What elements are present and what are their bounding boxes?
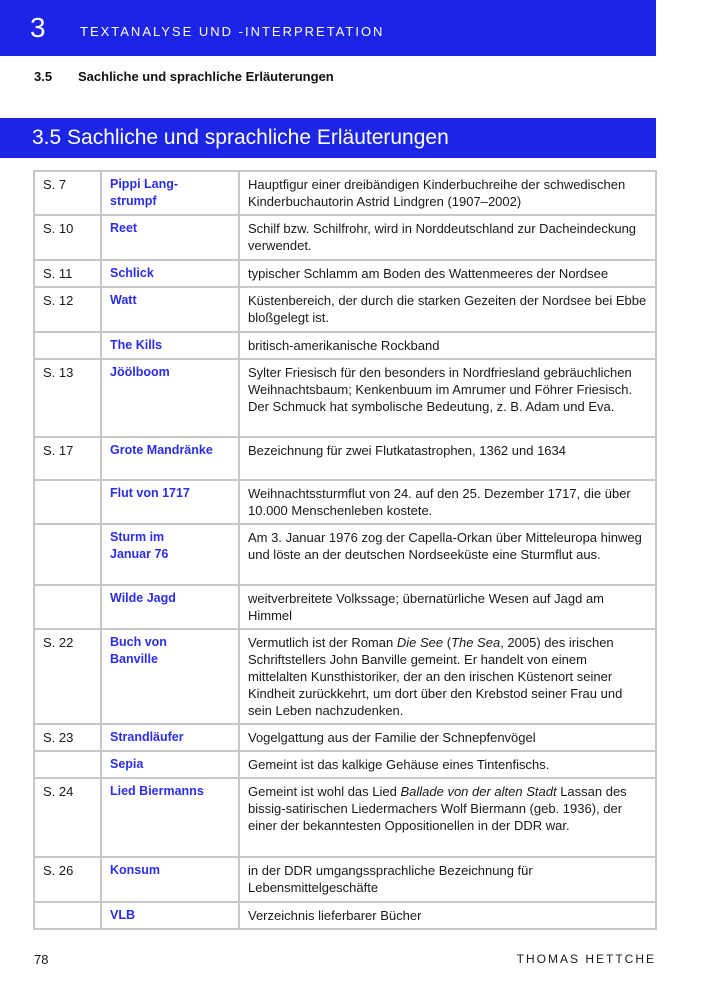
table-row <box>34 902 656 929</box>
page-ref <box>34 524 101 585</box>
page-ref: S. 11 <box>34 260 101 287</box>
description <box>239 629 656 724</box>
page-ref <box>34 480 101 524</box>
page-ref: S. 13 <box>34 359 101 437</box>
term-line: Januar 76 <box>110 547 169 561</box>
page-ref: S. 7 <box>34 171 101 215</box>
page-ref <box>34 902 101 929</box>
term: Wilde Jagd <box>101 585 239 629</box>
term-line: strumpf <box>110 194 157 208</box>
description: in der DDR umgangssprachliche Bezeichnung für Lebensmittelgeschäfte <box>239 857 656 902</box>
term: Sepia <box>101 751 239 778</box>
table-row <box>34 215 656 260</box>
page-ref: S. 26 <box>34 857 101 902</box>
running-head-title: Sachliche und sprachliche Erläuterungen <box>78 69 334 84</box>
table-row <box>34 751 656 778</box>
page-ref: S. 23 <box>34 724 101 751</box>
table-row <box>34 629 656 724</box>
chapter-header-band <box>0 0 656 56</box>
term-line: Banville <box>110 652 158 666</box>
term: The Kills <box>101 332 239 359</box>
page-ref: S. 17 <box>34 437 101 480</box>
term: Lied Biermanns <box>101 778 239 857</box>
table-row <box>34 437 656 480</box>
table-row <box>34 480 656 524</box>
description-text: Lassan des bissig-satirischen Liedermachers Wolf Biermann (geb. 1936), der einer der bekanntesten Oppositionellen in der DDR war. <box>248 784 627 833</box>
table-row <box>34 857 656 902</box>
description <box>239 778 656 857</box>
term: Schlick <box>101 260 239 287</box>
description: Schilf bzw. Schilfrohr, wird in Norddeutschland zur Dacheindeckung verwendet. <box>239 215 656 260</box>
page-ref: S. 24 <box>34 778 101 857</box>
page-ref <box>34 585 101 629</box>
page-number: 78 <box>34 952 49 967</box>
page-ref: S. 22 <box>34 629 101 724</box>
term: VLB <box>101 902 239 929</box>
page-ref: S. 12 <box>34 287 101 332</box>
page-ref <box>34 332 101 359</box>
term-line: Buch von <box>110 635 167 649</box>
chapter-number: 3 <box>30 12 46 43</box>
description-text: , 2005) des irischen Schriftstellers John Banville gemeint. Er handelt von einem mittelalten Kunsthistoriker, der an den irischen Küstenort seiner Kindheit zurückkehrt, um dort über den Krebstod seiner Frau und sein Leben nachzudenken. <box>248 635 623 718</box>
table-row <box>34 260 656 287</box>
section-title: 3.5 Sachliche und sprachliche Erläuterungen <box>32 126 449 149</box>
term: Grote Mandränke <box>101 437 239 480</box>
term-line: Sturm im <box>110 530 165 544</box>
term: Konsum <box>101 857 239 902</box>
table-row <box>34 332 656 359</box>
description: Vogelgattung aus der Familie der Schnepfenvögel <box>239 724 656 751</box>
term: Reet <box>101 215 239 260</box>
running-head <box>34 69 334 84</box>
description-text: ( <box>443 635 452 650</box>
description: Bezeichnung für zwei Flutkatastrophen, 1362 und 1634 <box>239 437 656 480</box>
description-text: Vermutlich ist der Roman <box>248 635 397 650</box>
term <box>101 629 239 724</box>
running-head-number: 3.5 <box>34 69 53 84</box>
description: weitverbreitete Volkssage; übernatürliche Wesen auf Jagd am Himmel <box>239 585 656 629</box>
table-row <box>34 171 656 215</box>
description: Gemeint ist das kalkige Gehäuse eines Tintenfischs. <box>239 751 656 778</box>
term <box>101 171 239 215</box>
table-row <box>34 778 656 857</box>
term-line: Pippi Lang- <box>110 177 179 191</box>
table-row <box>34 359 656 437</box>
table-row <box>34 724 656 751</box>
table-row <box>34 287 656 332</box>
table-row <box>34 524 656 585</box>
description: britisch-amerikanische Rockband <box>239 332 656 359</box>
book-title-de: Die See <box>396 635 444 650</box>
description: Verzeichnis lieferbarer Bücher <box>239 902 656 929</box>
description: Hauptfigur einer dreibändigen Kinderbuchreihe der schwedischen Kinderbuchautorin Astrid Lindgren (1907–2002) <box>239 171 656 215</box>
page-ref <box>34 751 101 778</box>
description-text: Gemeint ist wohl das Lied <box>248 784 401 799</box>
description: Sylter Friesisch für den besonders in Nordfriesland gebräuchlichen Weihnachtsbaum; Kenkenbuum im Amrumer und Föhrer Friesisch. Der Schmuck hat symbolische Bedeutung, z. B. Adam und Eva. <box>239 359 656 437</box>
description: typischer Schlamm am Boden des Wattenmeeres der Nordsee <box>239 260 656 287</box>
table-row <box>34 585 656 629</box>
chapter-title: TEXTANALYSE UND -INTERPRETATION <box>80 24 385 39</box>
description: Weihnachtssturmflut von 24. auf den 25. Dezember 1717, die über 10.000 Menschenleben kostete. <box>239 480 656 524</box>
description: Am 3. Januar 1976 zog der Capella-Orkan über Mitteleuropa hinweg und löste an der deutschen Nordseeküste eine Sturmflut aus. <box>239 524 656 585</box>
term: Watt <box>101 287 239 332</box>
term <box>101 524 239 585</box>
section-title-band <box>0 118 656 158</box>
book-title-en: The Sea <box>451 635 501 650</box>
term: Jöölboom <box>101 359 239 437</box>
page-ref: S. 10 <box>34 215 101 260</box>
description: Küstenbereich, der durch die starken Gezeiten der Nordsee bei Ebbe bloßgelegt ist. <box>239 287 656 332</box>
term: Strandläufer <box>101 724 239 751</box>
author-name: THOMAS HETTCHE <box>516 952 656 966</box>
explanations-table <box>33 170 657 930</box>
term: Flut von 1717 <box>101 480 239 524</box>
song-title: Ballade von der alten Stadt <box>400 784 557 799</box>
